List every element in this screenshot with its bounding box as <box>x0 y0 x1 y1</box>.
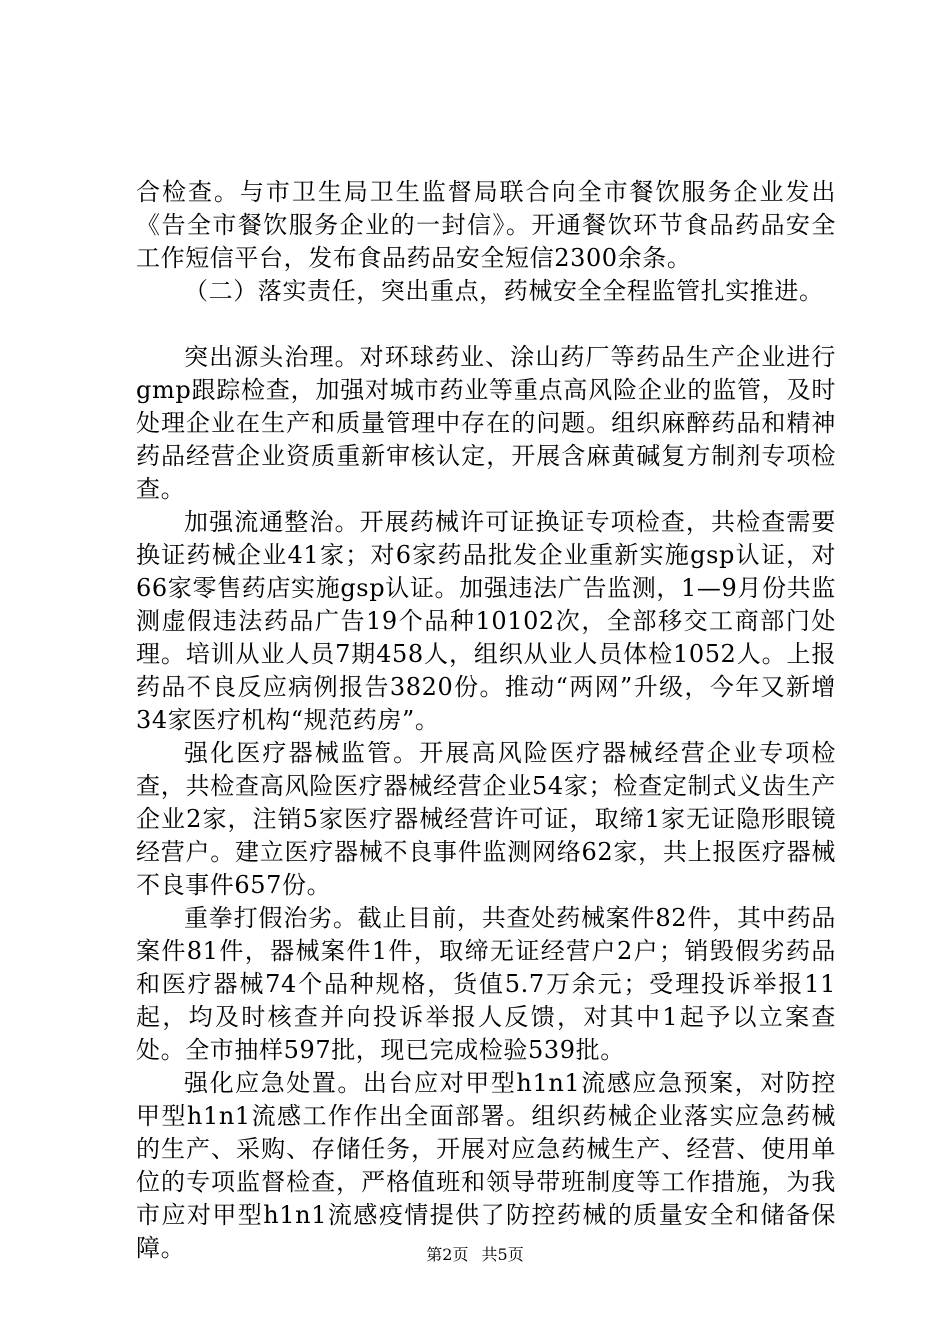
page-footer <box>0 1245 950 1265</box>
page-total: 共5页 <box>481 1245 524 1264</box>
paragraph-emergency: 强化应急处置。出台应对甲型h1n1流感应急预案，对防控甲型h1n1流感工作作出全面部署。组织药械企业落实应急药械的生产、采购、存储任务，开展对应急药械生产、经营、使用单位的专项监督检查，严格值班和领导带班制度等工作措施，为我市应对甲型h1n1流感疫情提供了防控药械的质量安全和储备保障。 <box>136 1069 836 1262</box>
section-heading: （二）落实责任，突出重点，药械安全全程监管扎实推进。 <box>184 277 824 305</box>
document-body <box>136 176 836 1265</box>
paragraph-medical-devices: 强化医疗器械监管。开展高风险医疗器械经营企业专项检查，共检查高风险医疗器械经营企业54家；检查定制式义齿生产企业2家，注销5家医疗器械经营许可证，取缔1家无证隐形眼镜经营户。建立医疗器械不良事件监测网络62家，共上报医疗器械不良事件657份。 <box>136 739 836 899</box>
page-number: 第2页 <box>426 1245 469 1264</box>
paragraph-circulation: 加强流通整治。开展药械许可证换证专项检查，共检查需要换证药械企业41家；对6家药品批发企业重新实施gsp认证，对66家零售药店实施gsp认证。加强违法广告监测，1—9月份共监测虚假违法药品广告19个品种10102次，全部移交工商部门处理。培训从业人员7期458人，组织从业人员体检1052人。上报药品不良反应病例报告3820份。推动“两网”升级，今年又新增34家医疗机构“规范药房”。 <box>136 508 836 734</box>
paragraph-continuation: 合检查。与市卫生局卫生监督局联合向全市餐饮服务企业发出《告全市餐饮服务企业的一封信》。开通餐饮环节食品药品安全工作短信平台，发布食品药品安全短信2300余条。 <box>136 178 836 272</box>
paragraph-source-control: 突出源头治理。对环球药业、涂山药厂等药品生产企业进行gmp跟踪检查，加强对城市药业等重点高风险企业的监管，及时处理企业在生产和质量管理中存在的问题。组织麻醉药品和精神药品经营企业资质重新审核认定，开展含麻黄碱复方制剂专项检查。 <box>136 343 836 503</box>
paragraph-anti-counterfeit: 重拳打假治劣。截止目前，共查处药械案件82件，其中药品案件81件，器械案件1件，取缔无证经营户2户；销毁假劣药品和医疗器械74个品种规格，货值5.7万余元；受理投诉举报11起，均及时核查并向投诉举报人反馈，对其中1起予以立案查处。全市抽样597批，现已完成检验539批。 <box>136 904 836 1064</box>
